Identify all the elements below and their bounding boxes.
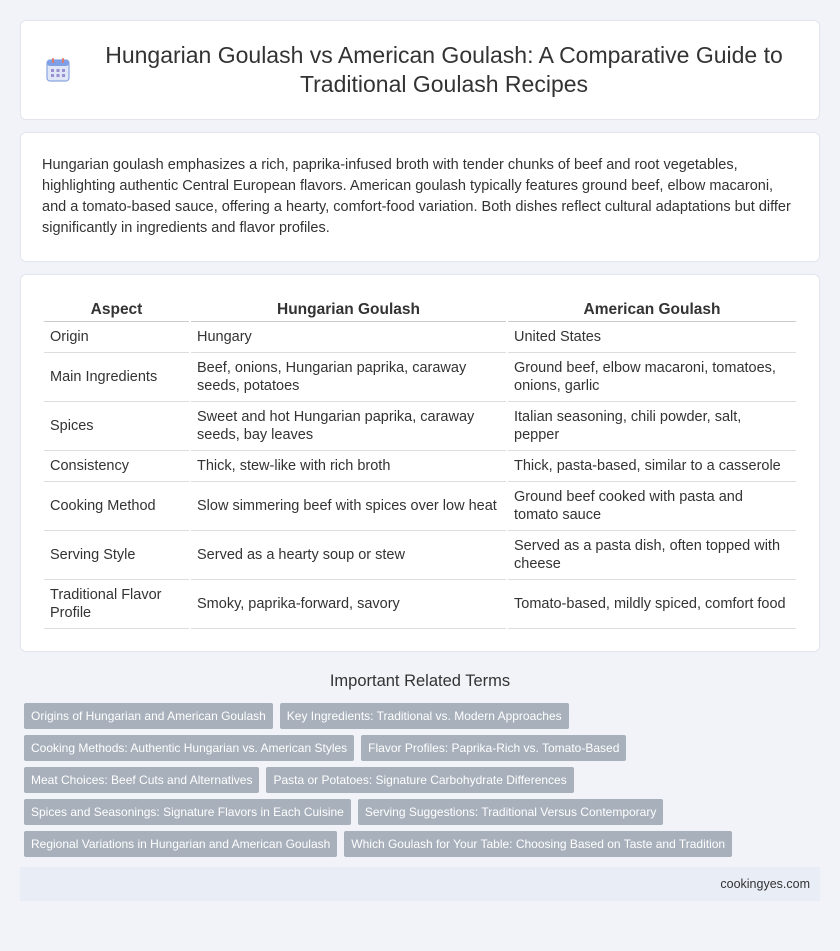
- header-aspect: Aspect: [44, 297, 189, 322]
- related-term-tag[interactable]: Meat Choices: Beef Cuts and Alternatives: [24, 767, 259, 793]
- tag-row: [24, 767, 816, 793]
- table-row: [44, 482, 796, 531]
- intro-paragraph: Hungarian goulash emphasizes a rich, paprika-infused broth with tender chunks of beef and root vegetables, highlighting authentic Central European flavors. American goulash typically features ground beef, elbow macaroni, and a tomato-based sauce, offering a hearty, comfort-food variation. Both dishes reflect cultural adaptations but differ significantly in ingredients and flavor profiles.: [42, 157, 791, 236]
- cell-aspect: Traditional Flavor Profile: [44, 580, 189, 629]
- intro-card: [20, 132, 820, 262]
- cell-american: United States: [508, 322, 796, 353]
- tag-row: [24, 799, 816, 825]
- related-term-tag[interactable]: Spices and Seasonings: Signature Flavors in Each Cuisine: [24, 799, 351, 825]
- related-terms-list: [0, 703, 840, 857]
- comparison-card: [20, 274, 820, 652]
- cell-aspect: Consistency: [44, 451, 189, 482]
- cell-aspect: Main Ingredients: [44, 353, 189, 402]
- cell-hungarian: Hungary: [191, 322, 506, 353]
- cell-hungarian: Smoky, paprika-forward, savory: [191, 580, 506, 629]
- header-card: [20, 20, 820, 120]
- table-header-row: [44, 297, 796, 322]
- cell-aspect: Spices: [44, 402, 189, 451]
- related-term-tag[interactable]: Cooking Methods: Authentic Hungarian vs. American Styles: [24, 735, 354, 761]
- cell-hungarian: Slow simmering beef with spices over low heat: [191, 482, 506, 531]
- cell-american: Served as a pasta dish, often topped with cheese: [508, 531, 796, 580]
- site-name[interactable]: cookingyes.com: [720, 877, 810, 891]
- tag-row: [24, 735, 816, 761]
- table-row: [44, 531, 796, 580]
- cell-aspect: Origin: [44, 322, 189, 353]
- cell-american: Ground beef, elbow macaroni, tomatoes, onions, garlic: [508, 353, 796, 402]
- cell-aspect: Cooking Method: [44, 482, 189, 531]
- cell-hungarian: Sweet and hot Hungarian paprika, caraway seeds, bay leaves: [191, 402, 506, 451]
- table-row: [44, 580, 796, 629]
- table-row: [44, 451, 796, 482]
- tag-row: [24, 831, 816, 857]
- cell-american: Thick, pasta-based, similar to a casserole: [508, 451, 796, 482]
- cell-american: Ground beef cooked with pasta and tomato sauce: [508, 482, 796, 531]
- page-title: Hungarian Goulash vs American Goulash: A Comparative Guide to Traditional Goulash Recipes: [105, 42, 783, 97]
- related-term-tag[interactable]: Key Ingredients: Traditional vs. Modern Approaches: [280, 703, 569, 729]
- related-term-tag[interactable]: Serving Suggestions: Traditional Versus Contemporary: [358, 799, 664, 825]
- related-terms-title: Important Related Terms: [329, 672, 511, 690]
- table-row: [44, 402, 796, 451]
- cell-hungarian: Beef, onions, Hungarian paprika, caraway seeds, potatoes: [191, 353, 506, 402]
- header-hungarian: Hungarian Goulash: [191, 297, 506, 322]
- cell-american: Tomato-based, mildly spiced, comfort food: [508, 580, 796, 629]
- cell-american: Italian seasoning, chili powder, salt, pepper: [508, 402, 796, 451]
- related-term-tag[interactable]: Origins of Hungarian and American Goulash: [24, 703, 273, 729]
- tag-row: [24, 703, 816, 729]
- cell-hungarian: Thick, stew-like with rich broth: [191, 451, 506, 482]
- comparison-table: [42, 297, 798, 629]
- cell-aspect: Serving Style: [44, 531, 189, 580]
- related-term-tag[interactable]: Pasta or Potatoes: Signature Carbohydrate Differences: [266, 767, 573, 793]
- related-term-tag[interactable]: Flavor Profiles: Paprika-Rich vs. Tomato-Based: [361, 735, 626, 761]
- related-term-tag[interactable]: Which Goulash for Your Table: Choosing Based on Taste and Tradition: [344, 831, 732, 857]
- header-american: American Goulash: [508, 297, 796, 322]
- cell-hungarian: Served as a hearty soup or stew: [191, 531, 506, 580]
- table-row: [44, 322, 796, 353]
- footer: [20, 867, 820, 901]
- related-term-tag[interactable]: Regional Variations in Hungarian and American Goulash: [24, 831, 337, 857]
- calendar-icon: [45, 57, 71, 83]
- table-row: [44, 353, 796, 402]
